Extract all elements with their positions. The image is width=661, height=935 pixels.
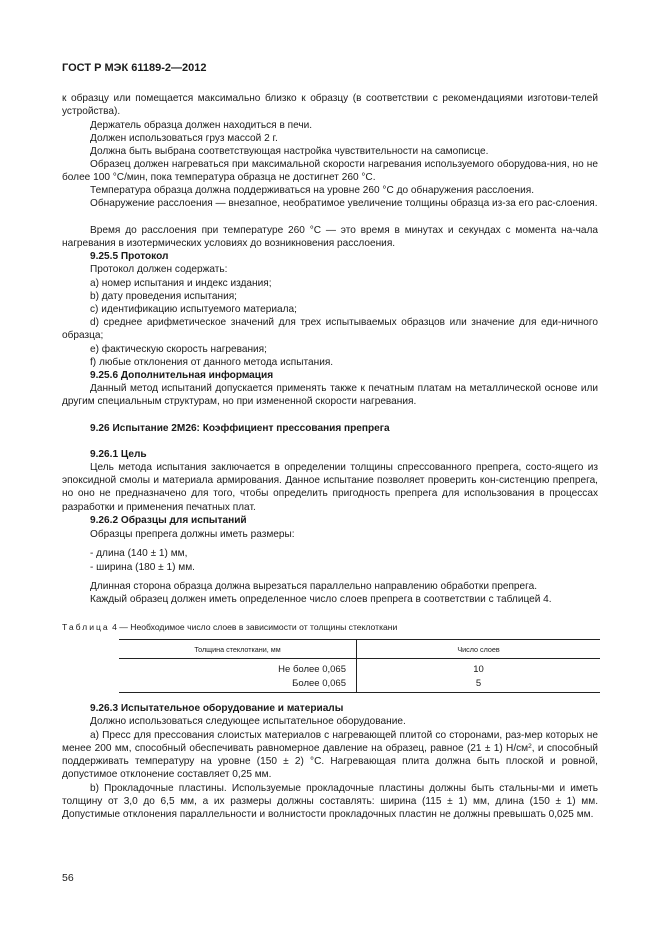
paragraph: b) Прокладочные пластины. Используемые прокладочные пластины должны быть стальны-ми и иметь толщину от 3,0 до 6,5 мм, а их размеры должны составлять: ширина (115 ± 1) мм, длина (150 ± 1) мм. Допустимые отклонения параллельности и волнистости прокладочных пластин не должны превышать 0,025 мм. xyxy=(62,782,598,820)
list-item: - ширина (180 ± 1) мм. xyxy=(90,561,195,573)
table-caption xyxy=(62,622,397,632)
page-header: ГОСТ Р МЭК 61189-2—2012 xyxy=(62,62,207,74)
paragraph: Данный метод испытаний допускается применять также к печатным платам на металлической основе или другим специальным структурам, но при измененной скорости нагревания. xyxy=(62,383,598,408)
paragraph: Время до расслоения при температуре 260 °C — это время в минутах и секундах с момента на-чала нагревания в изотермических условиях до возникновения расслоения. xyxy=(62,224,598,249)
cell-thickness: Не более 0,065 xyxy=(119,659,357,677)
list-item: b) дату проведения испытания; xyxy=(90,290,237,302)
paragraph-part: , и способный поддерживать температуру на уровне (150 ± 2) °C. Нагревающая плита должна быть плоской и ровной, допустимое отклонение составляет 0,25 мм. xyxy=(62,742,599,781)
paragraph: Каждый образец должен иметь определенное число слоев препрега в соответствии с таблицей 4. xyxy=(90,594,552,605)
paragraph: Образцы препрега должны иметь размеры: xyxy=(90,528,295,540)
cell-thickness: Более 0,065 xyxy=(119,676,357,693)
section-heading: 9.26.1 Цель xyxy=(90,449,147,460)
paragraph: Протокол должен содержать: xyxy=(90,264,228,275)
paragraph: Температура образца должна поддерживаться на уровне 260 °C до обнаружения расслоения. xyxy=(90,185,535,196)
paragraph: Должен использоваться груз массой 2 г. xyxy=(90,132,278,144)
column-header-thickness: Толщина стеклоткани, мм xyxy=(119,640,357,659)
list-item: e) фактическую скорость нагревания; xyxy=(90,343,267,355)
table-row xyxy=(119,659,600,677)
list-item: f) любые отклонения от данного метода испытания. xyxy=(90,356,334,368)
cell-layers: 10 xyxy=(473,663,484,675)
paragraph-part: a) Пресс для прессования слоистых материалов с нагревающей плитой со сторонами, раз-мер которых не менее 200 мм, способный обеспечивать равномерное давление на образец, равное (21 ± 1) Н/см xyxy=(62,729,598,754)
section-heading: 9.26 Испытание 2M26: Коэффициент прессования препрега xyxy=(90,423,390,434)
section-heading: 9.25.6 Дополнительная информация xyxy=(90,370,274,381)
section-heading: 9.26.2 Образцы для испытаний xyxy=(90,515,247,526)
section-heading: 9.25.5 Протокол xyxy=(90,251,169,262)
layers-table xyxy=(119,639,600,693)
paragraph xyxy=(62,729,598,782)
list-item: a) номер испытания и индекс издания; xyxy=(90,277,272,289)
paragraph: Цель метода испытания заключается в определении толщины спрессованного препрега, состо-ящего из эпоксидной смолы и материала армирования. Данное испытание позволяет проверить кон-систенцию препрега, но оно не предназначено для того, чтобы определить пригодность препрега для использования в процессах разработки и применения печатных плат. xyxy=(62,462,598,513)
table-header-row xyxy=(119,640,600,659)
list-item: - длина (140 ± 1) мм, xyxy=(90,548,188,559)
paragraph: Образец должен нагреваться при максимальной скорости нагревания используемого оборудова-ния, но не более 100 °C/мин, пока температура образца не достигнет 260 °C. xyxy=(62,158,598,183)
list-item: c) идентификацию испытуемого материала; xyxy=(90,304,297,315)
superscript: 2 xyxy=(528,742,532,750)
paragraph: к образцу или помещается максимально близко к образцу (в соответствии с рекомендациями изготови-телей устройства). xyxy=(62,93,598,118)
paragraph: Должно использоваться следующее испытательное оборудование. xyxy=(90,716,406,727)
list-item: d) среднее арифметическое значений для трех испытываемых образцов или значение для еди-ничного образца; xyxy=(62,317,598,342)
paragraph: Длинная сторона образца должна вырезаться параллельно направлению обработки препрега. xyxy=(90,581,538,592)
section-heading: 9.26.3 Испытательное оборудование и материалы xyxy=(90,703,344,714)
paragraph: Должна быть выбрана соответствующая настройка чувствительности на самописце. xyxy=(90,146,489,157)
table-caption-text: 4 — Необходимое число слоев в зависимости от толщины стеклоткани xyxy=(112,622,398,632)
paragraph: Обнаружение расслоения — внезапное, необратимое увеличение толщины образца из-за его рас-слоения. xyxy=(90,198,598,209)
paragraph: Держатель образца должен находиться в печи. xyxy=(90,119,313,131)
cell-layers: 5 xyxy=(357,676,601,693)
page-number: 56 xyxy=(62,872,74,884)
table-caption-label: Таблица xyxy=(62,622,110,632)
table-row xyxy=(119,676,600,693)
column-header-layers: Число слоев xyxy=(357,640,601,659)
